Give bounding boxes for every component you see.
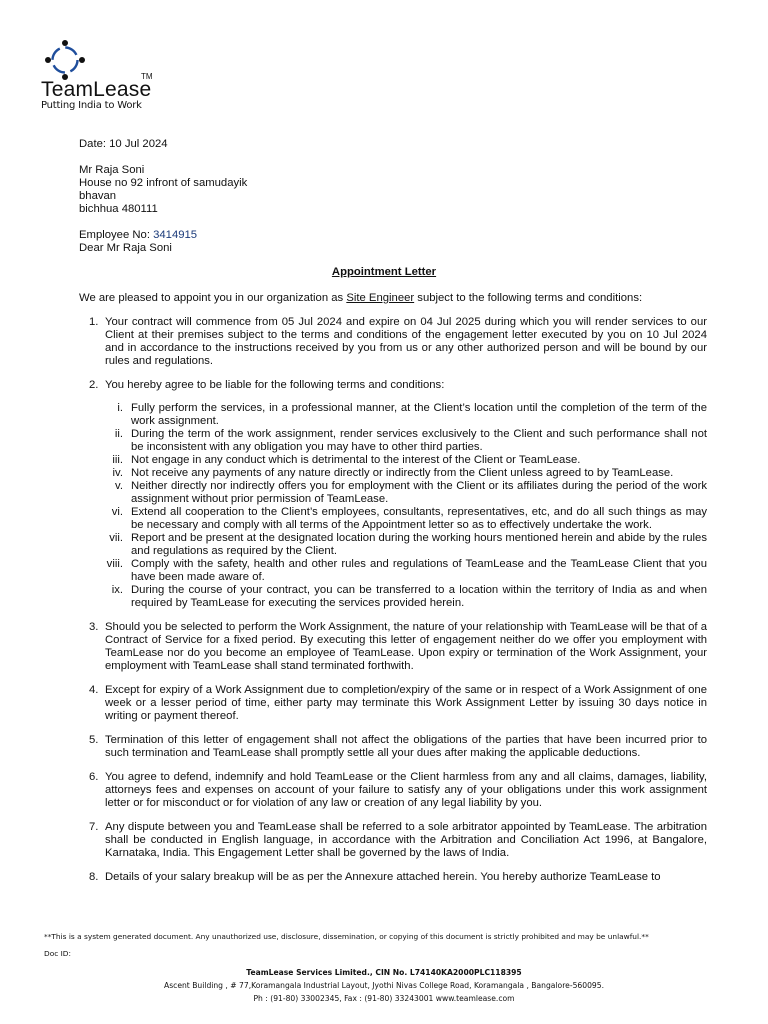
job-role: Site Engineer <box>346 292 415 304</box>
address-line: bhavan <box>79 190 117 202</box>
employee-number-line <box>79 229 197 242</box>
clause-text: You agree to defend, indemnify and hold TeamLease or the Client harmless from any and all claims, damages, liability, attorneys fees and expenses on account of your failure to satisfy any of your obligations under this work assignment letter or for misconduct or for violation of any law or creation of any legal liability by you. <box>105 771 707 809</box>
clause-text: Any dispute between you and TeamLease shall be referred to a sole arbitrator appointed by TeamLease. The arbitration shall be conducted in English language, in accordance with the Arbitration and Conciliation Act 1996, at Bangalore, Karnataka, India. This Engagement Letter shall be governed by the laws of India. <box>105 821 707 859</box>
clause <box>79 871 707 884</box>
clause-text: You hereby agree to be liable for the following terms and conditions: <box>105 379 445 391</box>
subclause <box>105 584 707 610</box>
subclause <box>105 454 707 467</box>
confidentiality-note: **This is a system generated document. Any unauthorized use, disclosure, dissemination, or copying of this document is strictly prohibited and may be unlawful.** <box>44 932 649 941</box>
subclause <box>105 402 707 428</box>
clause-text: Except for expiry of a Work Assignment due to completion/expiry of the same or in respect of a Work Assignment of one week or a lesser period of time, either party may terminate this Work Assignment Letter by issuing 30 days notice in writing or payment thereof. <box>105 684 707 722</box>
subclause-text: Not receive any payments of any nature directly or indirectly from the Client unless agreed to by TeamLease. <box>131 467 674 479</box>
intro-text: subject to the following terms and conditions: <box>414 292 643 304</box>
subclause <box>105 480 707 506</box>
recipient-address <box>79 164 247 216</box>
subclause-text: Neither directly nor indirectly offers you for employment with the Client or its affiliates during the period of the work assignment without prior permission of TeamLease. <box>131 480 707 505</box>
company-contact: Ph : (91-80) 33002345, Fax : (91-80) 33243001 www.teamlease.com <box>253 994 515 1003</box>
subclause-number: v. <box>115 480 123 492</box>
subclause <box>105 506 707 532</box>
subclause-number: iv. <box>112 467 123 479</box>
subclause <box>105 532 707 558</box>
subclause-text: Not engage in any conduct which is detrimental to the interest of the Client or TeamLease. <box>131 454 581 466</box>
address-line: Mr Raja Soni <box>79 164 145 176</box>
address-line: bichhua 480111 <box>79 203 158 215</box>
employee-label: Employee No: <box>79 229 150 241</box>
subclause-text: Fully perform the services, in a professional manner, at the Client’s location until the completion of the term of the work assignment. <box>131 402 707 427</box>
subclause <box>105 467 707 480</box>
clause-number: 4. <box>89 684 99 696</box>
subclause-list <box>105 402 707 610</box>
intro-paragraph <box>79 292 642 305</box>
subclause-text: Report and be present at the designated location during the working hours mentioned herein and abide by the rules and regulations as required by the Client. <box>131 532 707 557</box>
intro-text: We are pleased to appoint you in our organization as <box>79 292 347 304</box>
letter-title: Appointment Letter <box>331 266 437 278</box>
clause-number: 1. <box>89 316 99 328</box>
terms-list <box>79 316 707 884</box>
clause-number: 7. <box>89 821 99 833</box>
clause-number: 5. <box>89 734 99 746</box>
subclause-number: ix. <box>111 584 123 596</box>
subclause-text: During the term of the work assignment, render services exclusively to the Client and such performance shall not be inconsistent with any obligation you may have to other third parties. <box>131 428 707 453</box>
company-name: TeamLease Services Limited., CIN No. L74140KA2000PLC118395 <box>246 968 522 977</box>
clause-number: 8. <box>89 871 99 883</box>
employee-number: 3414915 <box>153 229 198 241</box>
subclause-text: During the course of your contract, you can be transferred to a location within the territory of India as and when required by TeamLease for executing the services provided herein. <box>131 584 707 609</box>
salutation: Dear Mr Raja Soni <box>79 242 172 254</box>
subclause-text: Extend all cooperation to the Client’s employees, consultants, representatives, etc, and do all such things as may be necessary and comply with all terms of the Appointment letter so as to effectively undertake the work. <box>131 506 707 531</box>
clause <box>79 821 707 860</box>
subclause-number: i. <box>117 402 123 414</box>
subclause <box>105 428 707 454</box>
clause <box>79 684 707 723</box>
address-line: House no 92 infront of samudayik <box>79 177 248 189</box>
subclause-number: viii. <box>106 558 123 570</box>
clause <box>79 771 707 810</box>
clause-text: Should you be selected to perform the Work Assignment, the nature of your relationship with TeamLease will be that of a Contract of Service for a fixed period. By executing this letter of engagement neither do we offer you employment with TeamLease nor do you become an employee of TeamLease. Upon expiry or termination of the Work Assignment, your employment with TeamLease shall stand terminated forthwith. <box>105 621 707 672</box>
doc-id-label: Doc ID: <box>44 949 71 958</box>
clause <box>79 379 707 610</box>
clause-text: Details of your salary breakup will be as per the Annexure attached herein. You hereby authorize TeamLease to <box>105 871 661 883</box>
brand-name: TeamLease <box>41 78 152 101</box>
subclause-number: iii. <box>112 454 123 466</box>
clause-number: 2. <box>89 379 99 391</box>
subclause-number: ii. <box>114 428 123 440</box>
subclause-text: Comply with the safety, health and other rules and regulations of TeamLease and the TeamLease Client that you have been made aware of. <box>131 558 707 583</box>
subclause-number: vii. <box>109 532 123 544</box>
clause-number: 6. <box>89 771 99 783</box>
trademark: TM <box>141 72 153 81</box>
clause <box>79 734 707 760</box>
clause-number: 3. <box>89 621 99 633</box>
subclause <box>105 558 707 584</box>
clause-text: Your contract will commence from 05 Jul 2024 and expire on 04 Jul 2025 during which you will render services to our Client at their premises subject to the terms and conditions of the engagement letter executed by you on 10 Jul 2024 and in accordance to the instructions received by you from us or any other authorized person and will be bound by our rules and regulations. <box>105 316 707 367</box>
clause <box>79 316 707 368</box>
tagline: Putting India to Work <box>41 100 142 111</box>
clause-text: Termination of this letter of engagement shall not affect the obligations of the parties that have been incurred prior to such termination and TeamLease shall promptly settle all your dues after making the applicable deductions. <box>105 734 707 759</box>
company-address: Ascent Building , # 77,Koramangala Industrial Layout, Jyothi Nivas College Road, Koramangala , Bangalore-560095. <box>164 981 604 990</box>
clause <box>79 621 707 673</box>
subclause-number: vi. <box>111 506 123 518</box>
letter-date: Date: 10 Jul 2024 <box>79 138 168 150</box>
